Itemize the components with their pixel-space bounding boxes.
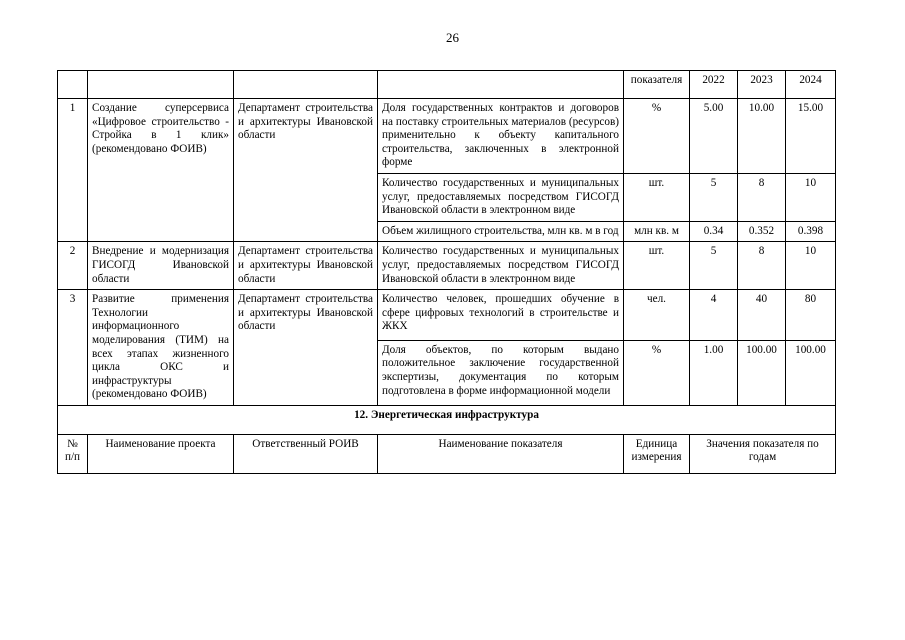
table-row <box>58 242 836 290</box>
value-2022: 0.34 <box>690 221 738 242</box>
value-2024: 0.398 <box>786 221 836 242</box>
responsible-roiv: Департамент строительства и архитектуры Ивановской области <box>234 99 378 242</box>
value-2023: 8 <box>738 242 786 290</box>
section-header-row <box>58 405 836 434</box>
year-2023-header: 2023 <box>738 71 786 99</box>
indicator-name: Количество государственных и муниципальных услуг, предоставляемых посредством ГИСОГД Ивановской области в электронном виде <box>378 242 624 290</box>
indicator-unit: % <box>624 99 690 174</box>
indicator-unit: % <box>624 340 690 405</box>
value-2024: 15.00 <box>786 99 836 174</box>
indicator-name: Доля государственных контрактов и договоров на поставку строительных материалов (ресурсов) применительно к объекту капитального строительства, заключенных в электронной форме <box>378 99 624 174</box>
year-2022-header: 2022 <box>690 71 738 99</box>
value-2024: 80 <box>786 290 836 341</box>
unit-header-cont: показателя <box>624 71 690 99</box>
column-header-row <box>58 434 836 473</box>
continued-header-row <box>58 71 836 99</box>
value-2023: 0.352 <box>738 221 786 242</box>
indicator-name: Доля объектов, по которым выдано положительное заключение государственной экспертизы, документация по которым подготовлена в форме информационной модели <box>378 340 624 405</box>
year-2024-header: 2024 <box>786 71 836 99</box>
values-header: Значения показателя по годам <box>690 434 836 473</box>
value-2023: 40 <box>738 290 786 341</box>
value-2024: 10 <box>786 242 836 290</box>
value-2023: 10.00 <box>738 99 786 174</box>
project-number: 3 <box>58 290 88 406</box>
value-2022: 5 <box>690 242 738 290</box>
indicator-name: Количество человек, прошедших обучение в сфере цифровых технологий в строительстве и ЖКХ <box>378 290 624 341</box>
roiv-header: Ответственный РОИВ <box>234 434 378 473</box>
indicator-name: Объем жилищного строительства, млн кв. м в год <box>378 221 624 242</box>
value-2022: 5 <box>690 173 738 221</box>
project-header: Наименование проекта <box>88 434 234 473</box>
project-name: Внедрение и модернизация ГИСОГД Ивановской области <box>88 242 234 290</box>
value-2022: 1.00 <box>690 340 738 405</box>
value-2022: 4 <box>690 290 738 341</box>
value-2022: 5.00 <box>690 99 738 174</box>
indicator-header: Наименование показателя <box>378 434 624 473</box>
page-number: 26 <box>446 30 459 45</box>
value-2023: 8 <box>738 173 786 221</box>
table-row <box>58 290 836 341</box>
indicator-unit: млн кв. м <box>624 221 690 242</box>
num-header: № п/п <box>58 434 88 473</box>
indicator-unit: шт. <box>624 173 690 221</box>
responsible-roiv: Департамент строительства и архитектуры Ивановской области <box>234 290 378 406</box>
indicator-unit: шт. <box>624 242 690 290</box>
value-2024: 10 <box>786 173 836 221</box>
section-title: 12. Энергетическая инфраструктура <box>58 405 836 434</box>
indicator-name: Количество государственных и муниципальных услуг, предоставляемых посредством ГИСОГД Ивановской области в электронном виде <box>378 173 624 221</box>
unit-header: Единица измерения <box>624 434 690 473</box>
indicators-table <box>57 70 836 474</box>
table-row <box>58 99 836 174</box>
project-number: 2 <box>58 242 88 290</box>
responsible-roiv: Департамент строительства и архитектуры Ивановской области <box>234 242 378 290</box>
value-2023: 100.00 <box>738 340 786 405</box>
project-name: Развитие применения Технологии информационного моделирования (ТИМ) на всех этапах жизненного цикла ОКС и инфраструктуры (рекомендовано ФОИВ) <box>88 290 234 406</box>
value-2024: 100.00 <box>786 340 836 405</box>
project-name: Создание суперсервиса «Цифровое строительство - Стройка в 1 клик» (рекомендовано ФОИВ) <box>88 99 234 242</box>
indicator-unit: чел. <box>624 290 690 341</box>
project-number: 1 <box>58 99 88 242</box>
